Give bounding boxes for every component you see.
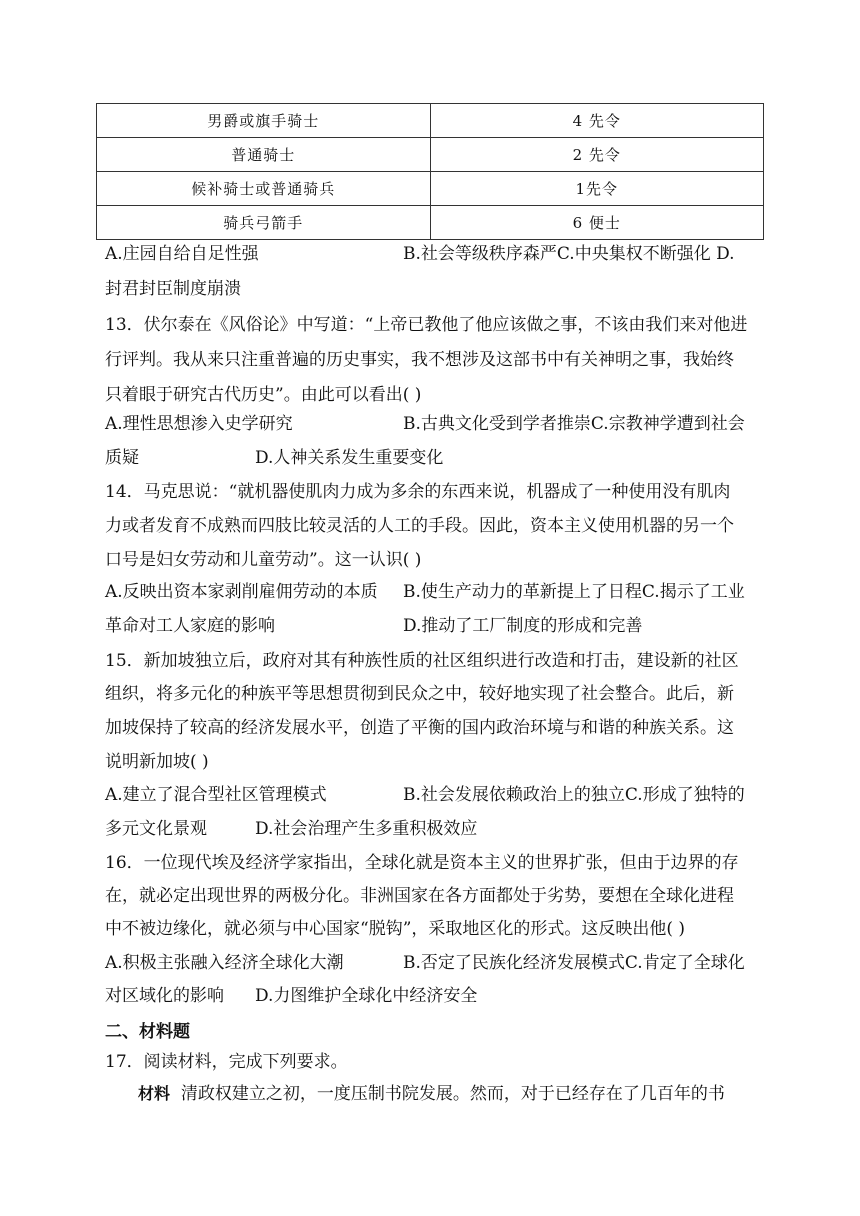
option-b: B.使生产动力的革新提上了日程: [403, 582, 642, 602]
q15-stem-line: 组织，将多元化的种族平等思想贯彻到民众之中，较好地实现了社会整合。此后，新: [105, 684, 734, 704]
option-c: C.肯定了全球化: [624, 953, 745, 973]
q14-stem-line: 力或者发育不成熟而四肢比较灵活的人工的手段。因此，资本主义使用机器的另一个: [105, 516, 734, 536]
table-cell: 2 先令: [430, 138, 764, 172]
table-cell: 骑兵弓箭手: [97, 206, 431, 240]
material-label: 材料: [138, 1084, 171, 1103]
option-d: D.人神关系发生重要变化: [255, 448, 444, 468]
q14-stem-line: 口号是妇女劳动和儿童劳动”。这一认识( ): [105, 550, 422, 570]
option-c-cont: 革命对工人家庭的影响: [105, 616, 275, 636]
q16-stem-line: 在，就必定出现世界的两极分化。非洲国家在各方面都处于劣势，要想在全球化进程: [105, 886, 734, 906]
q13-stem-line: 行评判。我从来只注重普遍的历史事实，我不想涉及这部书中有关神明之事，我始终: [105, 350, 734, 370]
option-b: B.社会等级秩序森严: [403, 244, 557, 264]
option-c-cont: 对区域化的影响: [105, 986, 224, 1006]
q12-option-d-text: 封君封臣制度崩溃: [105, 279, 241, 299]
option-c: C.揭示了工业: [641, 582, 745, 602]
q13-stem-line: 只着眼于研究古代历史”。由此可以看出( ): [105, 385, 422, 405]
q14-stem-line: 14．马克思说：“就机器使肌肉力成为多余的东西来说，机器成了一种使用没有肌肉: [105, 482, 731, 502]
q12-options-line: [105, 242, 735, 266]
table-row: [97, 104, 764, 138]
table-row: [97, 138, 764, 172]
option-d: D.推动了工厂制度的形成和完善: [403, 616, 643, 636]
q15-stem-line: 15．新加坡独立后，政府对其有种族性质的社区组织进行改造和打击，建设新的社区: [105, 651, 739, 671]
option-d: D.社会治理产生多重积极效应: [255, 819, 478, 839]
q13-options-line: [105, 446, 443, 470]
option-b: B.否定了民族化经济发展模式: [403, 953, 625, 973]
option-d: D.力图维护全球化中经济安全: [255, 986, 478, 1006]
table-cell: 4 先令: [430, 104, 764, 138]
q17-stem-line: 17．阅读材料，完成下列要求。: [105, 1052, 348, 1072]
q14-options-line: [105, 614, 642, 638]
q17-material-line: [138, 1082, 725, 1106]
knight-tax-table: [96, 103, 764, 240]
q15-options-line: [105, 817, 477, 841]
q13-options-line: [105, 412, 745, 436]
option-a: A.积极主张融入经济全球化大潮: [105, 953, 344, 973]
q15-stem-line: 说明新加坡( ): [105, 752, 209, 772]
q16-stem-line: 16．一位现代埃及经济学家指出，全球化就是资本主义的世界扩张，但由于边界的存: [105, 853, 739, 873]
q16-stem-line: 中不被边缘化，就必须与中心国家“脱钩”，采取地区化的形式。这反映出他( ): [105, 919, 686, 939]
option-a: A.理性思想渗入史学研究: [105, 414, 293, 434]
option-c-cont: 质疑: [105, 448, 139, 468]
option-c: C.形成了独特的: [624, 785, 745, 805]
table-cell: 候补骑士或普通骑兵: [97, 172, 431, 206]
q16-options-line: [105, 984, 477, 1008]
table-cell: 6 便士: [430, 206, 764, 240]
table-row: [97, 172, 764, 206]
table-cell: 男爵或旗手骑士: [97, 104, 431, 138]
material-text: 清政权建立之初，一度压制书院发展。然而，对于已经存在了几百年的书: [180, 1084, 725, 1104]
q14-options-line: [105, 580, 745, 604]
table-cell: 1先令: [430, 172, 764, 206]
option-a: A.反映出资本家剥削雇佣劳动的本质: [105, 582, 378, 602]
q15-options-line: [105, 783, 745, 807]
table-row: [97, 206, 764, 240]
section-heading: 二、材料题: [105, 1022, 190, 1042]
option-c: C.中央集权不断强化: [556, 244, 711, 264]
option-a: A.建立了混合型社区管理模式: [105, 785, 327, 805]
q16-options-line: [105, 951, 745, 975]
q15-stem-line: 加坡保持了较高的经济发展水平，创造了平衡的国内政治环境与和谐的种族关系。这: [105, 718, 734, 738]
table-cell: 普通骑士: [97, 138, 431, 172]
option-c: C.宗教神学遭到社会: [590, 414, 745, 434]
option-b: B.古典文化受到学者推崇: [403, 414, 591, 434]
option-d: D.: [716, 244, 735, 264]
option-a: A.庄园自给自足性强: [105, 244, 259, 264]
q13-stem-line: 13．伏尔泰在《风俗论》中写道：“上帝已教他了他应该做之事，不该由我们来对他进: [105, 315, 748, 335]
option-b: B.社会发展依赖政治上的独立: [403, 785, 625, 805]
option-c-cont: 多元文化景观: [105, 819, 207, 839]
